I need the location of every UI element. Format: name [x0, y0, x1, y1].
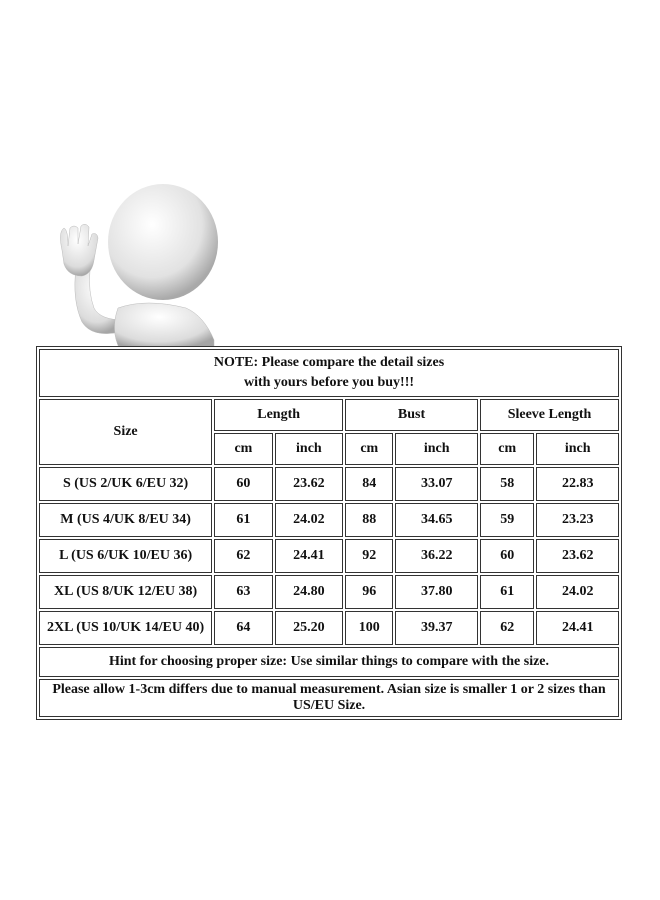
note-cell	[39, 349, 619, 397]
value-cell: 62	[480, 611, 534, 645]
value-cell: 39.37	[395, 611, 478, 645]
value-cell: 62	[214, 539, 272, 573]
value-cell: 24.41	[536, 611, 619, 645]
size-label: XL (US 8/UK 12/EU 38)	[39, 575, 212, 609]
value-cell: 60	[214, 467, 272, 501]
value-cell: 100	[345, 611, 393, 645]
table-row	[39, 467, 619, 501]
note-line-1: NOTE: Please compare the detail sizes	[213, 355, 445, 370]
value-cell: 64	[214, 611, 272, 645]
value-cell: 36.22	[395, 539, 478, 573]
value-cell: 24.02	[536, 575, 619, 609]
size-label: M (US 4/UK 8/EU 34)	[39, 503, 212, 537]
table-row	[39, 503, 619, 537]
value-cell: 60	[480, 539, 534, 573]
value-cell: 96	[345, 575, 393, 609]
unit-header: cm	[480, 433, 534, 465]
table-row	[39, 611, 619, 645]
value-cell: 24.80	[275, 575, 343, 609]
value-cell: 23.62	[536, 539, 619, 573]
value-cell: 61	[480, 575, 534, 609]
size-label: S (US 2/UK 6/EU 32)	[39, 467, 212, 501]
bust-group-header: Bust	[345, 399, 478, 431]
value-cell: 92	[345, 539, 393, 573]
value-cell: 58	[480, 467, 534, 501]
value-cell: 23.62	[275, 467, 343, 501]
note-line-2: with yours before you buy!!!	[243, 375, 415, 390]
unit-header: inch	[275, 433, 343, 465]
unit-header: inch	[395, 433, 478, 465]
value-cell: 33.07	[395, 467, 478, 501]
size-chart-table	[36, 346, 622, 720]
value-cell: 59	[480, 503, 534, 537]
hint-note: Hint for choosing proper size: Use similar things to compare with the size.	[39, 647, 619, 677]
length-group-header: Length	[214, 399, 343, 431]
value-cell: 34.65	[395, 503, 478, 537]
value-cell: 37.80	[395, 575, 478, 609]
size-column-header: Size	[39, 399, 212, 465]
value-cell: 22.83	[536, 467, 619, 501]
measurement-disclaimer: Please allow 1-3cm differs due to manual measurement. Asian size is smaller 1 or 2 sizes than US/EU Size.	[39, 679, 619, 717]
value-cell: 24.41	[275, 539, 343, 573]
table-row	[39, 539, 619, 573]
size-label: 2XL (US 10/UK 14/EU 40)	[39, 611, 212, 645]
size-label: L (US 6/UK 10/EU 36)	[39, 539, 212, 573]
value-cell: 84	[345, 467, 393, 501]
unit-header: cm	[345, 433, 393, 465]
value-cell: 23.23	[536, 503, 619, 537]
table-row	[39, 575, 619, 609]
value-cell: 63	[214, 575, 272, 609]
value-cell: 24.02	[275, 503, 343, 537]
unit-header: cm	[214, 433, 272, 465]
sleeve-length-group-header: Sleeve Length	[480, 399, 619, 431]
unit-header: inch	[536, 433, 619, 465]
value-cell: 88	[345, 503, 393, 537]
value-cell: 25.20	[275, 611, 343, 645]
value-cell: 61	[214, 503, 272, 537]
